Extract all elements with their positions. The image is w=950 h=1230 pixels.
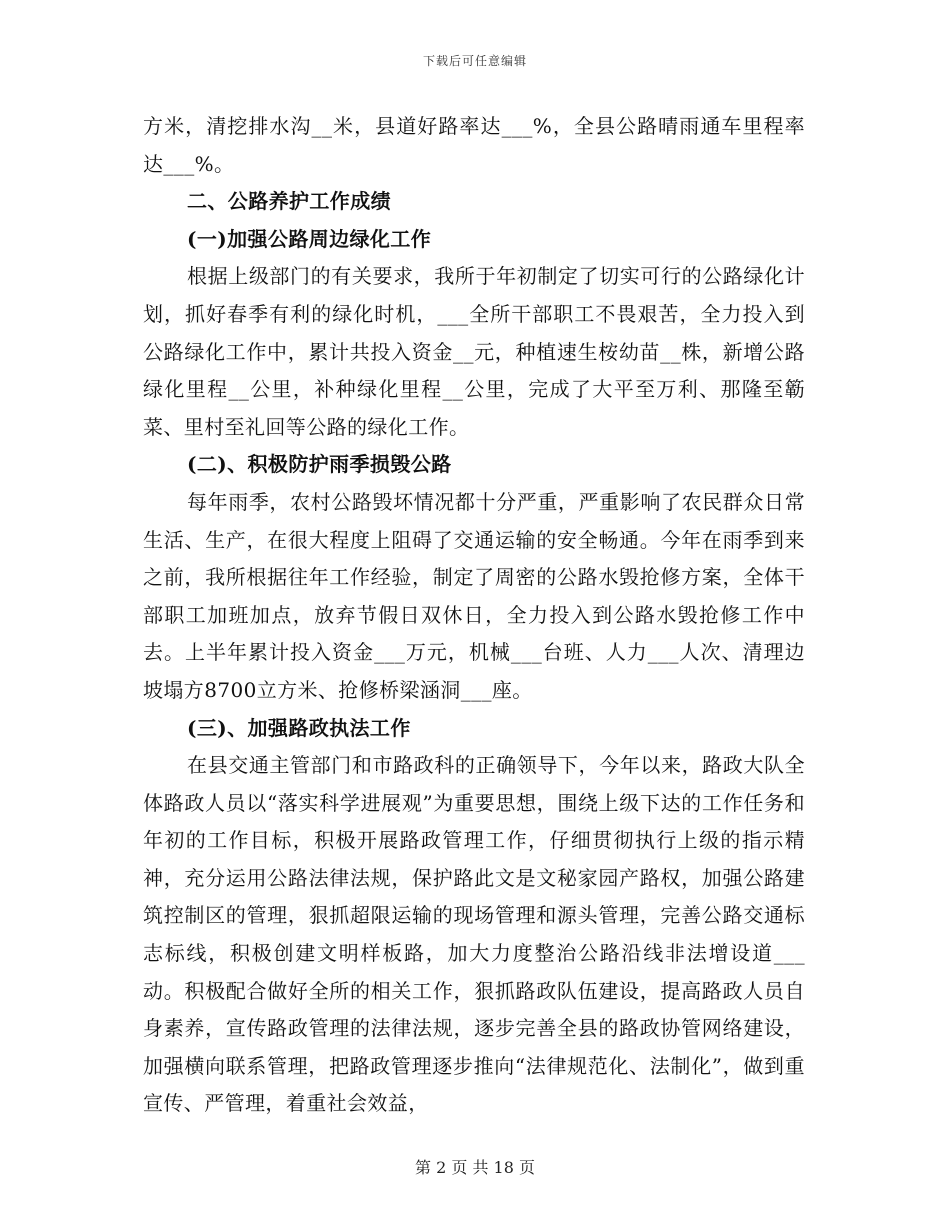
paragraph-road-law: 在县交通主管部门和市路政科的正确领导下，今年以来，路政大队全体路政人员以“落实科学进展观”为重要思想，围绕上级下达的工作任务和年初的工作目标，积极开展路政管理工作，仔细贯彻执行上级的指示精神，充分运用公路法律法规，保护路此文是文秘家园产路权，加强公路建筑控制区的管理，狠抓超限运输的现场管理和源头管理，完善公路交通标志标线，积极创建文明样板路，加大力度整治公路沿线非法增设道___动。积极配合做好全所的相关工作，狠抓路政队伍建设，提高路政人员自身素养，宣传路政管理的法律法规，逐步完善全县的路政协管网络建设，加强横向联系管理，把路政管理逐步推向“法律规范化、法制化”，做到重宣传、严管理，着重社会效益， bbox=[143, 753, 805, 1116]
subsection-heading-greening: (一)加强公路周边绿化工作 bbox=[187, 226, 432, 251]
section-heading-2: 二、公路养护工作成绩 bbox=[187, 189, 391, 214]
subsection-heading-rain-damage: (二)、积极防护雨季损毁公路 bbox=[187, 452, 452, 477]
paragraph-greening: 根据上级部门的有关要求，我所于年初制定了切实可行的公路绿化计划，抓好春季有利的绿化时机，___全所干部职工不畏艰苦，全力投入到公路绿化工作中，累计共投入资金__元，种植速生桉幼苗__株，新增公路绿化里程__公里，补种绿化里程__公里，完成了大平至万利、那隆至簕菜、里村至礼回等公路的绿化工作。 bbox=[143, 264, 805, 439]
page-footer: 第 2 页 共 18 页 bbox=[415, 1158, 535, 1177]
document-body bbox=[143, 108, 805, 1123]
page-header: 下载后可任意编辑 bbox=[422, 54, 527, 68]
paragraph-rain-damage: 每年雨季，农村公路毁坏情况都十分严重，严重影响了农民群众日常生活、生产，在很大程度上阻碍了交通运输的安全畅通。今年在雨季到来之前，我所根据往年工作经验，制定了周密的公路水毁抢修方案，全体干部职工加班加点，放弃节假日双休日，全力投入到公路水毁抢修工作中去。上半年累计投入资金___万元，机械___台班、人力___人次、清理边坡塌方8700立方米、抢修桥梁涵洞___座。 bbox=[143, 489, 805, 702]
subsection-heading-road-law: (三)、加强路政执法工作 bbox=[187, 715, 411, 740]
paragraph-continued: 方米，清挖排水沟__米，县道好路率达___%，全县公路晴雨通车里程率达___%。 bbox=[143, 114, 805, 176]
